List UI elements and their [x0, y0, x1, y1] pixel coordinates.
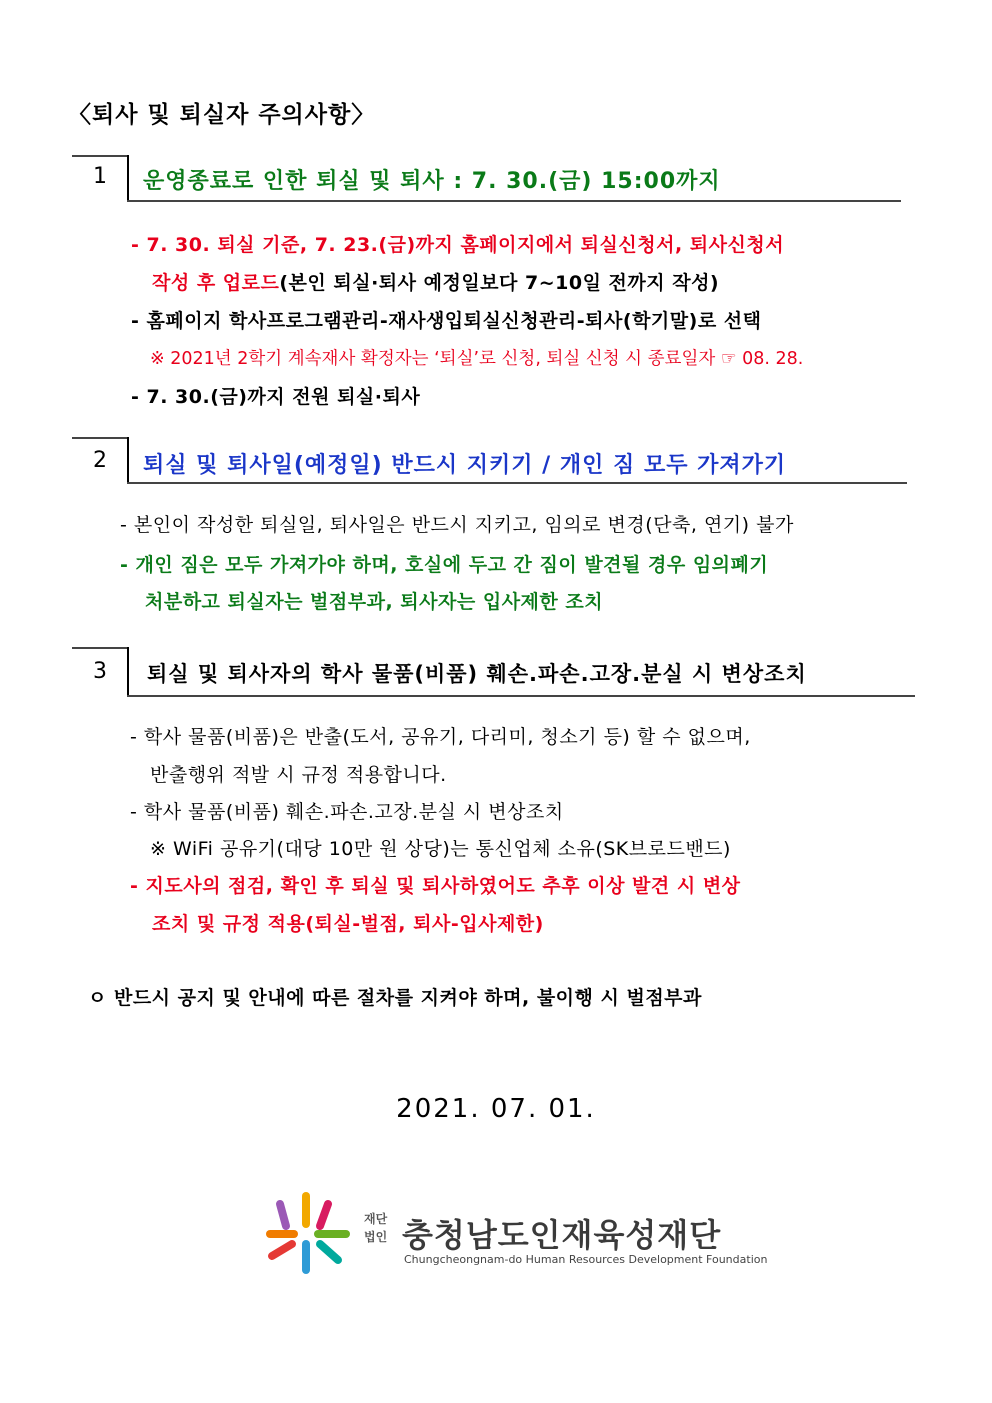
document-date: 2021. 07. 01.	[396, 1094, 596, 1124]
section-3-line-3: - 학사 물품(비품) 훼손.파손.고장.분실 시 변상조치	[130, 801, 564, 823]
section-1-number: 1	[93, 164, 107, 189]
section-1-line-3: - 홈페이지 학사프로그램관리-재사생입퇴실신청관리-퇴사(학기말)로 선택	[131, 310, 762, 332]
section-3-top-rule	[72, 647, 128, 649]
section-2-number: 2	[93, 448, 107, 473]
section-1-line-1: - 7. 30. 퇴실 기준, 7. 23.(금)까지 홈페이지에서 퇴실신청서, 퇴사신청서	[131, 234, 785, 256]
section-2-top-rule	[72, 437, 128, 439]
page-title: 〈퇴사 및 퇴실자 주의사항〉	[68, 102, 376, 128]
section-1-line-2-rest: (본인 퇴실·퇴사 예정일보다 7~10일 전까지 작성)	[279, 272, 720, 294]
section-2-line-3: 처분하고 퇴실자는 벌점부과, 퇴사자는 입사제한 조치	[145, 591, 604, 613]
section-1-heading: 운영종료로 인한 퇴실 및 퇴사 : 7. 30.(금) 15:00까지	[143, 169, 721, 194]
logo-small-top: 재단	[364, 1212, 388, 1226]
logo-name-english: Chungcheongnam-do Human Resources Development Foundation	[404, 1253, 768, 1266]
section-1-line-2-red: 작성 후 업로드	[152, 272, 280, 294]
section-1-line-5: - 7. 30.(금)까지 전원 퇴실·퇴사	[131, 386, 421, 408]
foundation-logo-icon	[262, 1190, 354, 1274]
section-1-underline	[127, 200, 901, 202]
section-3-heading: 퇴실 및 퇴사자의 학사 물품(비품) 훼손.파손.고장.분실 시 변상조치	[147, 662, 807, 686]
section-1-line-2	[152, 268, 719, 295]
section-3-line-4: ※ WiFi 공유기(대당 10만 원 상당)는 통신업체 소유(SK브로드밴드)	[150, 838, 731, 860]
section-2-heading: 퇴실 및 퇴사일(예정일) 반드시 지키기 / 개인 짐 모두 가져가기	[143, 453, 787, 478]
section-2-line-1: - 본인이 작성한 퇴실일, 퇴사일은 반드시 지키고, 임의로 변경(단축, 연기) 불가	[120, 514, 794, 536]
section-3-line-5: - 지도사의 점검, 확인 후 퇴실 및 퇴사하였어도 추후 이상 발견 시 변상	[130, 875, 741, 897]
logo-small-bottom: 법인	[364, 1230, 388, 1244]
section-3-number: 3	[93, 659, 107, 684]
section-3-underline	[127, 695, 915, 697]
section-2-underline	[127, 482, 907, 484]
section-1-top-rule	[72, 155, 128, 157]
logo-name-korean: 충청남도인재육성재단	[402, 1216, 722, 1254]
section-2-line-2: - 개인 짐은 모두 가져가야 하며, 호실에 두고 간 짐이 발견될 경우 임의폐기	[120, 554, 769, 576]
closing-notice: ㅇ 반드시 공지 및 안내에 따른 절차를 지켜야 하며, 불이행 시 벌점부과	[88, 987, 702, 1009]
section-3-line-6: 조치 및 규정 적용(퇴실-벌점, 퇴사-입사제한)	[152, 913, 544, 935]
section-1-line-4: ※ 2021년 2학기 계속재사 확정자는 ‘퇴실’로 신청, 퇴실 신청 시 종료일자 ☞ 08. 28.	[150, 349, 804, 369]
section-3-line-1: - 학사 물품(비품)은 반출(도서, 공유기, 다리미, 청소기 등) 할 수 없으며,	[130, 726, 751, 748]
section-3-line-2: 반출행위 적발 시 규정 적용합니다.	[150, 764, 447, 786]
